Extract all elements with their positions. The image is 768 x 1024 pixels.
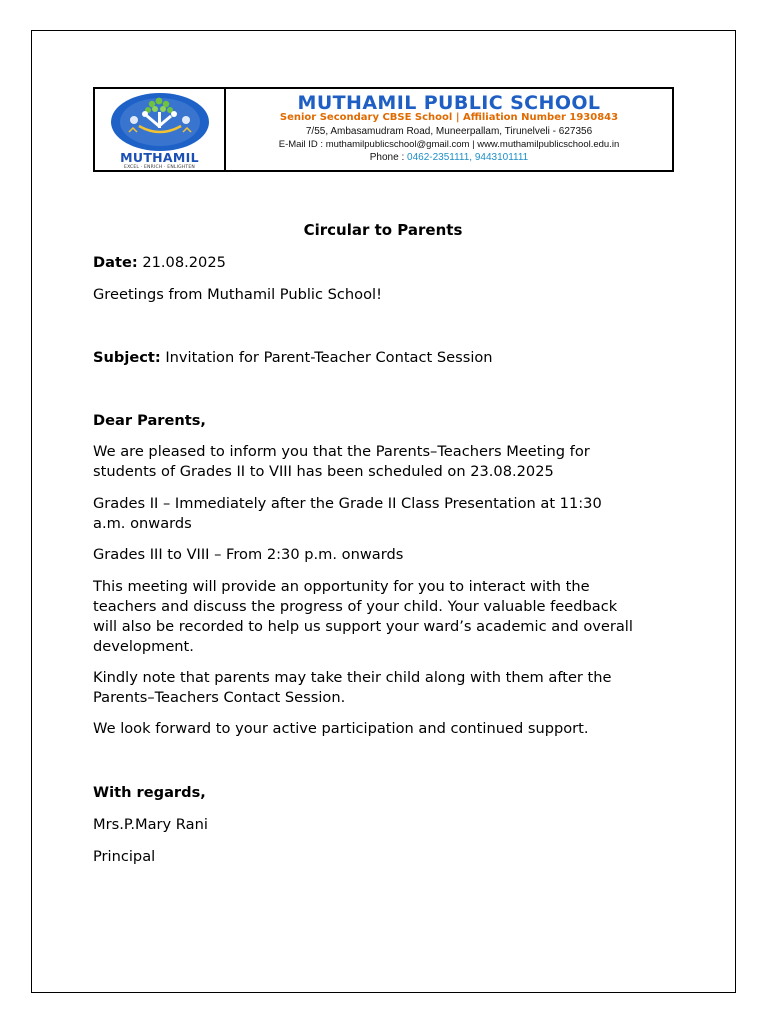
paragraph-meeting — [93, 442, 673, 482]
school-address: 7/55, Ambasamudram Road, Muneerpallam, Tirunelveli - 627356 — [305, 126, 593, 137]
paragraph-grade-ii-line: a.m. onwards — [93, 515, 192, 532]
affiliation-line: Senior Secondary CBSE School | Affiliation Number 1930843 — [279, 112, 619, 123]
logo-tagline: EXCEL · ENRICH · ENLIGHTEN — [124, 165, 195, 170]
date-line — [93, 253, 673, 273]
contact-line: E-Mail ID : muthamilpublicschool@gmail.com | www.muthamilpublicschool.edu.in — [278, 139, 620, 150]
paragraph-note-line: Parents–Teachers Contact Session. — [93, 689, 346, 706]
letterhead — [93, 87, 674, 172]
paragraph-purpose-line: will also be recorded to help us support your ward’s academic and overall — [93, 618, 633, 635]
paragraph-closing: We look forward to your active participation and continued support. — [93, 720, 589, 737]
date-label: Date: — [93, 254, 138, 271]
school-logo — [95, 89, 226, 170]
paragraph-meeting-line: We are pleased to inform you that the Parents–Teachers Meeting for — [93, 443, 590, 460]
signatory-title: Principal — [93, 848, 156, 865]
paragraph-grade-ii — [93, 494, 673, 534]
paragraph-note — [93, 668, 673, 708]
salutation: Dear Parents, — [93, 412, 206, 429]
paragraph-meeting-line: students of Grades II to VIII has been scheduled on 23.08.2025 — [93, 463, 554, 480]
greeting: Greetings from Muthamil Public School! — [93, 286, 382, 303]
circular-body — [93, 220, 673, 867]
phone-line — [226, 152, 672, 163]
paragraph-purpose — [93, 577, 673, 657]
phone-label: Phone : — [369, 152, 408, 163]
closing-regards: With regards, — [93, 784, 206, 801]
paragraph-purpose-line: This meeting will provide an opportunity for you to interact with the — [93, 578, 590, 595]
subject-label: Subject: — [93, 349, 161, 366]
subject-line — [93, 348, 673, 368]
subject-value: Invitation for Parent-Teacher Contact Session — [160, 349, 493, 366]
school-name: MUTHAMIL PUBLIC SCHOOL — [297, 92, 601, 114]
paragraph-grades-iii-viii: Grades III to VIII – From 2:30 p.m. onwards — [93, 546, 404, 563]
paragraph-grade-ii-line: Grades II – Immediately after the Grade II Class Presentation at 11:30 — [93, 495, 602, 512]
logo-wordmark: MUTHAMIL — [120, 150, 199, 165]
signatory-name: Mrs.P.Mary Rani — [93, 816, 208, 833]
date-value: 21.08.2025 — [137, 254, 226, 271]
paragraph-note-line: Kindly note that parents may take their child along with them after the — [93, 669, 612, 686]
school-logo-icon — [109, 92, 211, 156]
letterhead-info — [226, 89, 672, 170]
phone-numbers: 0462-2351111, 9443101111 — [407, 152, 529, 163]
paragraph-purpose-line: development. — [93, 638, 194, 655]
circular-title: Circular to Parents — [303, 221, 463, 239]
paragraph-purpose-line: teachers and discuss the progress of your child. Your valuable feedback — [93, 598, 618, 615]
